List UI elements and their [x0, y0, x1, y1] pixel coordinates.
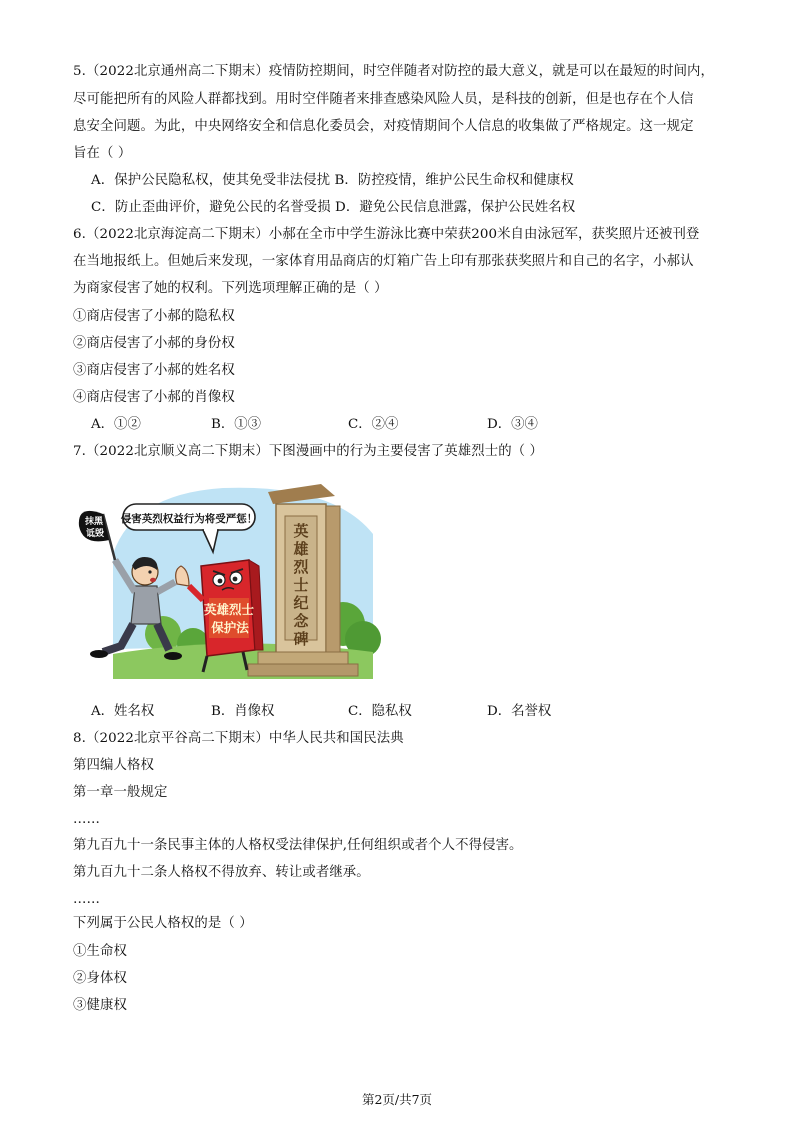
- q8-line-6: 第九百九十二条人格权不得放弃、转让或者继承。: [73, 865, 370, 880]
- flag-text-line-2: 诋毁: [85, 529, 105, 539]
- page-footer: 第2页/共7页: [361, 1092, 433, 1107]
- q8-line-2: 第四编人格权: [73, 758, 154, 773]
- monument-char-5: 纪: [293, 594, 309, 612]
- q5-line-2: 尽可能把所有的风险人群都找到。用时空伴随者来排查感染风险人员，是科技的创新，但是也存在个人信: [73, 92, 694, 107]
- q5-line-3: 息安全问题。为此，中央网络安全和信息化委员会，对疫情期间个人信息的收集做了严格规定。这一规定: [73, 119, 694, 134]
- q5-options-row-1: A．保护公民隐私权，使其免受非法侵扰 B．防控疫情，维护公民生命权和健康权: [91, 173, 574, 188]
- monument-char-2: 雄: [293, 540, 309, 558]
- q7-option-c: C．隐私权: [348, 704, 412, 719]
- book-title-line-2: 保护法: [211, 620, 249, 635]
- q8-item-2: ②身体权: [73, 971, 127, 986]
- q8-line-7: ……: [73, 892, 100, 907]
- q8-item-1: ①生命权: [73, 944, 127, 959]
- speech-text: 侵害英烈权益行为将受严惩！: [120, 513, 258, 525]
- q7-option-d: D．名誉权: [487, 704, 552, 719]
- book-title-line-1: 英雄烈士: [203, 602, 255, 617]
- q5-options-row-2: C．防止歪曲评价，避免公民的名誉受损 D．避免公民信息泄露，保护公民姓名权: [91, 200, 576, 215]
- q8-line-5: 第九百九十一条民事主体的人格权受法律保护,任何组织或者个人不得侵害。: [73, 838, 523, 853]
- q7-cartoon-illustration: [73, 474, 381, 694]
- q6-option-a: A．①②: [91, 417, 141, 432]
- monument-char-7: 碑: [293, 630, 309, 648]
- q7-option-b: B．肖像权: [211, 704, 275, 719]
- q7-line: 7.（2022北京顺义高二下期末）下图漫画中的行为主要侵害了英雄烈士的（ ）: [73, 444, 544, 459]
- monument-char-3: 烈: [293, 558, 309, 576]
- q8-line-8: 下列属于公民人格权的是（ ）: [73, 916, 253, 931]
- q6-item-2: ②商店侵害了小郝的身份权: [73, 336, 235, 351]
- q6-line-3: 为商家侵害了她的权利。下列选项理解正确的是（ ）: [73, 281, 388, 296]
- q8-item-3: ③健康权: [73, 998, 127, 1013]
- q8-line-3: 第一章一般规定: [73, 785, 168, 800]
- q6-item-4: ④商店侵害了小郝的肖像权: [73, 390, 235, 405]
- q6-option-c: C．②④: [348, 417, 399, 432]
- q8-line-1: 8.（2022北京平谷高二下期末）中华人民共和国民法典: [73, 731, 404, 746]
- q5-line-4: 旨在（ ）: [73, 146, 132, 161]
- q8-line-4: ……: [73, 812, 100, 827]
- monument-char-1: 英: [293, 522, 309, 540]
- flag-text-line-1: 抹黑: [84, 517, 104, 527]
- q6-line-1: 6.（2022北京海淀高二下期末）小郝在全市中学生游泳比赛中荣获200米自由泳冠军，获奖照片还被刊登: [73, 227, 700, 242]
- q6-item-1: ①商店侵害了小郝的隐私权: [73, 309, 235, 324]
- q5-line-1: 5.（2022北京通州高二下期末）疫情防控期间，时空伴随者对防控的最大意义，就是可以在最短的时间内，: [73, 64, 715, 79]
- monument-char-4: 士: [293, 576, 309, 594]
- monument-char-6: 念: [293, 612, 309, 630]
- q6-option-d: D．③④: [487, 417, 538, 432]
- q7-option-a: A．姓名权: [91, 704, 155, 719]
- q6-item-3: ③商店侵害了小郝的姓名权: [73, 363, 235, 378]
- q6-line-2: 在当地报纸上。但她后来发现，一家体育用品商店的灯箱广告上印有那张获奖照片和自己的名字，小郝认: [73, 254, 694, 269]
- q6-option-b: B．①③: [211, 417, 262, 432]
